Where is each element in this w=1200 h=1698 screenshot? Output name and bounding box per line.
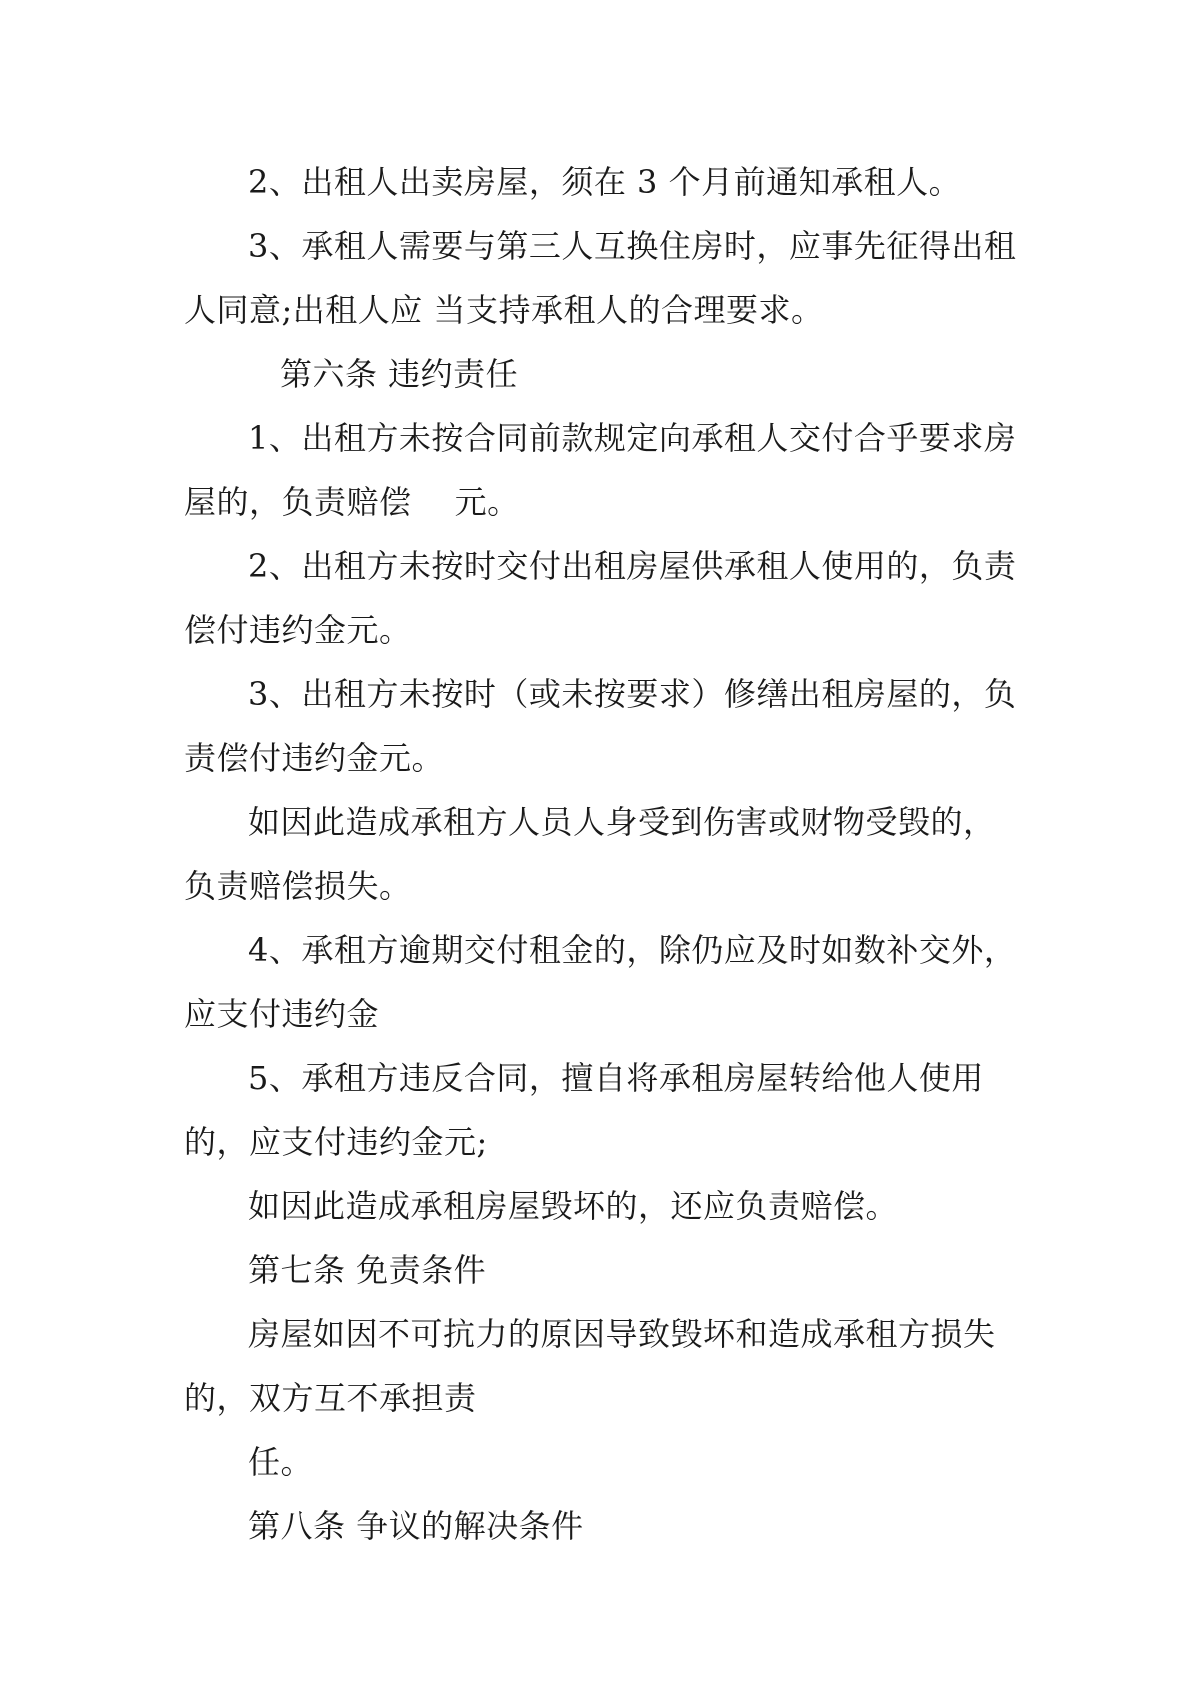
section-heading-article-6: 第六条 违约责任 <box>280 355 519 393</box>
paragraph-item-2-sale-notice: 2、出租人出卖房屋，须在 3 个月前通知承租人。 <box>248 163 962 201</box>
paragraph-item-3-house-exchange: 3、承租人需要与第三人互换住房时，应事先征得出租人同意;出租人应 当支持承租人的合理要求。 <box>184 227 1017 329</box>
document-body <box>184 150 1026 1558</box>
paragraph-breach-1: 1、出租方未按合同前款规定向承租人交付合乎要求房屋的，负责赔偿 元。 <box>184 419 1017 521</box>
paragraph-force-majeure-end: 任。 <box>248 1443 314 1481</box>
paragraph-breach-4: 4、承租方逾期交付租金的，除仍应及时如数补交外，应支付违约金 <box>184 931 1017 1033</box>
section-heading-article-8: 第八条 争议的解决条件 <box>248 1507 584 1545</box>
paragraph-breach-2: 2、出租方未按时交付出租房屋供承租人使用的，负责偿付违约金元。 <box>184 547 1017 649</box>
section-heading-article-7: 第七条 免责条件 <box>248 1251 487 1289</box>
paragraph-breach-injury: 如因此造成承租方人员人身受到伤害或财物受毁的，负责赔偿损失。 <box>184 803 996 905</box>
paragraph-force-majeure: 房屋如因不可抗力的原因导致毁坏和造成承租方损失的，双方互不承担责 <box>184 1315 996 1417</box>
paragraph-breach-5: 5、承租方违反合同，擅自将承租房屋转给他人使用的，应支付违约金元; <box>184 1059 984 1161</box>
paragraph-breach-3: 3、出租方未按时（或未按要求）修缮出租房屋的，负责偿付违约金元。 <box>184 675 1017 777</box>
paragraph-breach-damage: 如因此造成承租房屋毁坏的，还应负责赔偿。 <box>248 1187 899 1225</box>
